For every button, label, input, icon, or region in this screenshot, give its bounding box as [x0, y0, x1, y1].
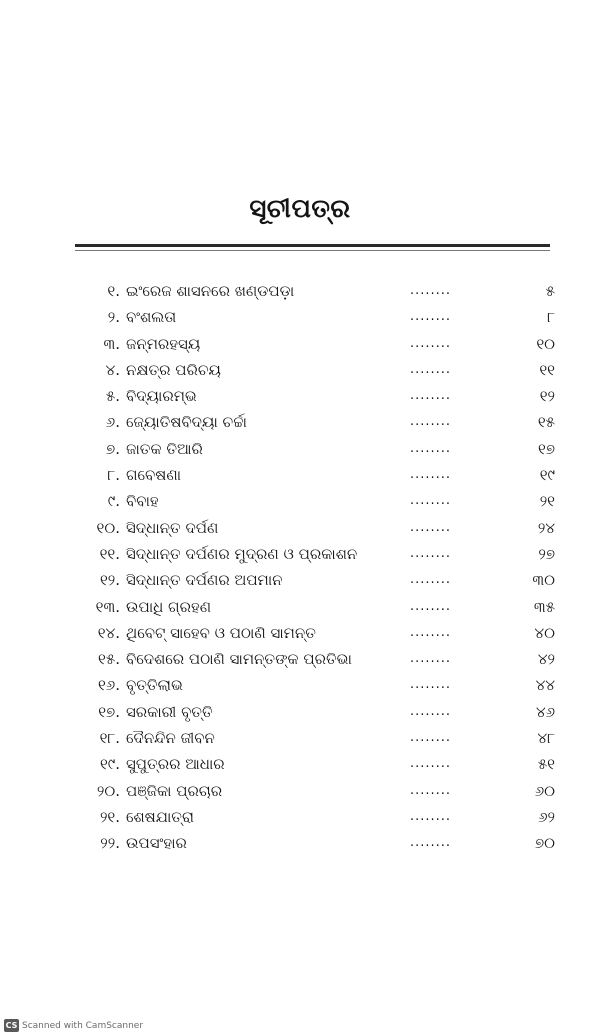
toc-entry-number: ୩.	[103, 334, 120, 353]
toc-entry-leader-dots: ........	[410, 572, 452, 588]
toc-entry-leader-dots: ........	[410, 808, 452, 824]
toc-entry-title: ଥିବେଟ୍ ସାହେବ ଓ ପଠାଣି ସାମନ୍ତ	[126, 623, 316, 642]
title-underline-thin	[75, 250, 550, 251]
toc-entry-leader-dots: ........	[410, 677, 452, 693]
toc-entry	[0, 751, 600, 777]
toc-entry-number: ୧୨.	[99, 571, 120, 590]
scanner-watermark	[4, 1019, 143, 1032]
page-title: ସୂଚୀପତ୍ର	[249, 194, 351, 224]
toc-entry-page: ୧୯	[539, 466, 555, 485]
toc-entry-title: ଇଂରେଜ ଶାସନରେ ଖଣ୍ଡପଡ଼ା	[126, 282, 295, 300]
toc-entry-title: ବୃତ୍ତିଲାଭ	[126, 676, 183, 695]
toc-entry-number: ୨୦.	[96, 781, 120, 800]
toc-entry	[0, 594, 600, 620]
title-underline	[75, 244, 550, 247]
toc-entry-page: ୨୪	[537, 518, 555, 537]
toc-entry-title: ବିଦେଶରେ ପଠାଣି ସାମନ୍ତଙ୍କ ପ୍ରତିଭା	[126, 650, 352, 669]
toc-entry-title: ନକ୍ଷତ୍ର ପରିଚୟ	[126, 360, 221, 379]
toc-entry-page: ୬୦	[534, 781, 555, 800]
toc-entry-title: ବିବାହ	[126, 492, 159, 511]
toc-entry-number: ୮.	[107, 466, 120, 485]
toc-entry	[0, 383, 600, 409]
toc-entry	[0, 830, 600, 856]
toc-entry-title: ଜନ୍ମରହସ୍ୟ	[126, 334, 201, 353]
toc-entry	[0, 357, 600, 383]
toc-entry-title: ଗବେଷଣା	[126, 466, 182, 485]
toc-entry-page: ୧୭	[538, 439, 555, 458]
toc-entry	[0, 646, 600, 672]
toc-entry-leader-dots: ........	[410, 545, 452, 561]
toc-entry-title: ସିଦ୍ଧାନ୍ତ ଦର୍ପଣର ମୁଦ୍ରଣ ଓ ପ୍ରକାଶନ	[126, 544, 358, 563]
toc-entry-page: ୧୦	[536, 334, 555, 353]
toc-entry-number: ୪.	[105, 360, 120, 379]
toc-entry-title: ସୁପୁତ୍ରର ଆଧାର	[126, 755, 225, 774]
toc-entry-number: ୧୧.	[99, 544, 120, 563]
toc-entry-page: ୬୨	[538, 807, 555, 826]
toc-entry-title: ଉପସଂହାର	[126, 834, 187, 853]
toc-entry-leader-dots: ........	[410, 283, 452, 298]
toc-entry-number: ୧୦.	[96, 518, 120, 537]
toc-entry-page: ୪୪	[535, 676, 555, 695]
toc-entry	[0, 462, 600, 488]
toc-entry-page: ୭୦	[534, 834, 555, 853]
toc-entry-title: ସିଦ୍ଧାନ୍ତ ଦର୍ପଣର ଅପମାନ	[126, 571, 283, 590]
toc-entry-leader-dots: ........	[410, 440, 452, 456]
toc-entry-number: ୨.	[107, 308, 120, 327]
toc-entry-page: ୧୧	[539, 360, 555, 379]
toc-entry	[0, 304, 600, 330]
toc-entry-page: ୩୦	[532, 571, 555, 590]
toc-entry-page: ୨୭	[538, 544, 555, 563]
toc-entry-leader-dots: ........	[410, 361, 452, 377]
toc-entry-title: ବିଦ୍ୟାରମ୍ଭ	[126, 387, 197, 406]
toc-entry-leader-dots: ........	[410, 414, 452, 430]
toc-entry-leader-dots: ........	[410, 624, 452, 640]
toc-entry-leader-dots: ........	[410, 730, 452, 746]
toc-entry-leader-dots: ........	[410, 703, 452, 719]
toc-entry-page: ୪୮	[537, 729, 555, 748]
toc-entry-number: ୧୮.	[99, 729, 120, 748]
toc-entry	[0, 278, 600, 304]
toc-entry-leader-dots: ........	[410, 835, 452, 851]
toc-entry-page: ୫୧	[537, 755, 555, 774]
toc-entry-title: ଜ୍ୟୋତିଷବିଦ୍ୟା ଚର୍ଚ୍ଚା	[126, 413, 247, 432]
toc-entry	[0, 331, 600, 357]
toc-entry-page: ୧୨	[539, 387, 555, 406]
toc-entry	[0, 409, 600, 435]
toc-entry-leader-dots: ........	[410, 756, 452, 772]
toc-entry	[0, 488, 600, 514]
toc-entry-number: ୧୯.	[99, 755, 120, 774]
toc-entry-page: ୪୬	[535, 702, 555, 721]
toc-entry-leader-dots: ........	[410, 467, 452, 483]
toc-entry-page: ୪୦	[534, 623, 555, 642]
toc-entry-page: ୫	[545, 282, 555, 300]
toc-entry-leader-dots: ........	[410, 651, 452, 667]
toc-entry-title: ସିଦ୍ଧାନ୍ତ ଦର୍ପଣ	[126, 518, 219, 537]
toc-entry-page: ୮	[547, 308, 555, 327]
toc-entry	[0, 699, 600, 725]
toc-entry	[0, 515, 600, 541]
toc-entry-number: ୧୭.	[98, 702, 120, 721]
toc-entry-leader-dots: ........	[410, 493, 452, 509]
toc-entry-number: ୬.	[105, 413, 120, 432]
toc-entry	[0, 725, 600, 751]
toc-entry	[0, 778, 600, 804]
toc-entry-page: ୪୨	[537, 650, 555, 669]
toc-entry-number: ୭.	[106, 439, 120, 458]
toc-entry-title: ପଞ୍ଜିକା ପ୍ରଚାର	[126, 781, 223, 800]
toc-entry-page: ୧୫	[537, 413, 555, 432]
toc-entry	[0, 620, 600, 646]
toc-entry-title: ଦୈନନ୍ଦିନ ଜୀବନ	[126, 729, 215, 748]
toc-entry	[0, 541, 600, 567]
toc-entry-page: ୨୧	[539, 492, 555, 511]
toc-entry	[0, 672, 600, 698]
scanner-text: Scanned with CamScanner	[22, 1020, 144, 1031]
toc-entry	[0, 436, 600, 462]
toc-entry-number: ୯.	[107, 492, 120, 511]
toc-entry-number: ୧.	[107, 282, 120, 300]
toc-entry-leader-dots: ........	[410, 388, 452, 404]
toc-entry-title: ଉପାଧି ଗ୍ରହଣ	[126, 597, 212, 616]
toc-entry-title: ବଂଶଲତା	[126, 308, 177, 327]
toc-entry-title: ସରକାରୀ ବୃତ୍ତି	[126, 702, 213, 721]
toc-entry-title: ଜାତକ ତିଆରି	[126, 439, 203, 458]
toc-entry-number: ୧୫.	[98, 650, 120, 669]
toc-entry-number: ୧୩.	[95, 597, 120, 616]
toc-entry-number: ୫.	[105, 387, 120, 406]
camscanner-logo-icon: CS	[5, 1021, 18, 1030]
toc-entry-leader-dots: ........	[410, 598, 452, 614]
toc-entry-leader-dots: ........	[410, 519, 452, 535]
toc-entry	[0, 804, 600, 830]
toc-entry-number: ୧୬.	[97, 676, 120, 695]
toc-entry-leader-dots: ........	[410, 782, 452, 798]
toc-entry-leader-dots: ........	[410, 335, 452, 351]
toc-entry-number: ୨୧.	[99, 807, 120, 826]
toc-entry-number: ୨୨.	[100, 834, 120, 853]
toc-entry-page: ୩୫	[533, 597, 555, 616]
toc-entry-number: ୧୪.	[97, 623, 120, 642]
table-of-contents	[0, 278, 600, 857]
toc-entry-leader-dots: ........	[410, 309, 452, 325]
toc-entry	[0, 567, 600, 593]
toc-entry-title: ଶେଷଯାତ୍ରା	[126, 807, 194, 826]
